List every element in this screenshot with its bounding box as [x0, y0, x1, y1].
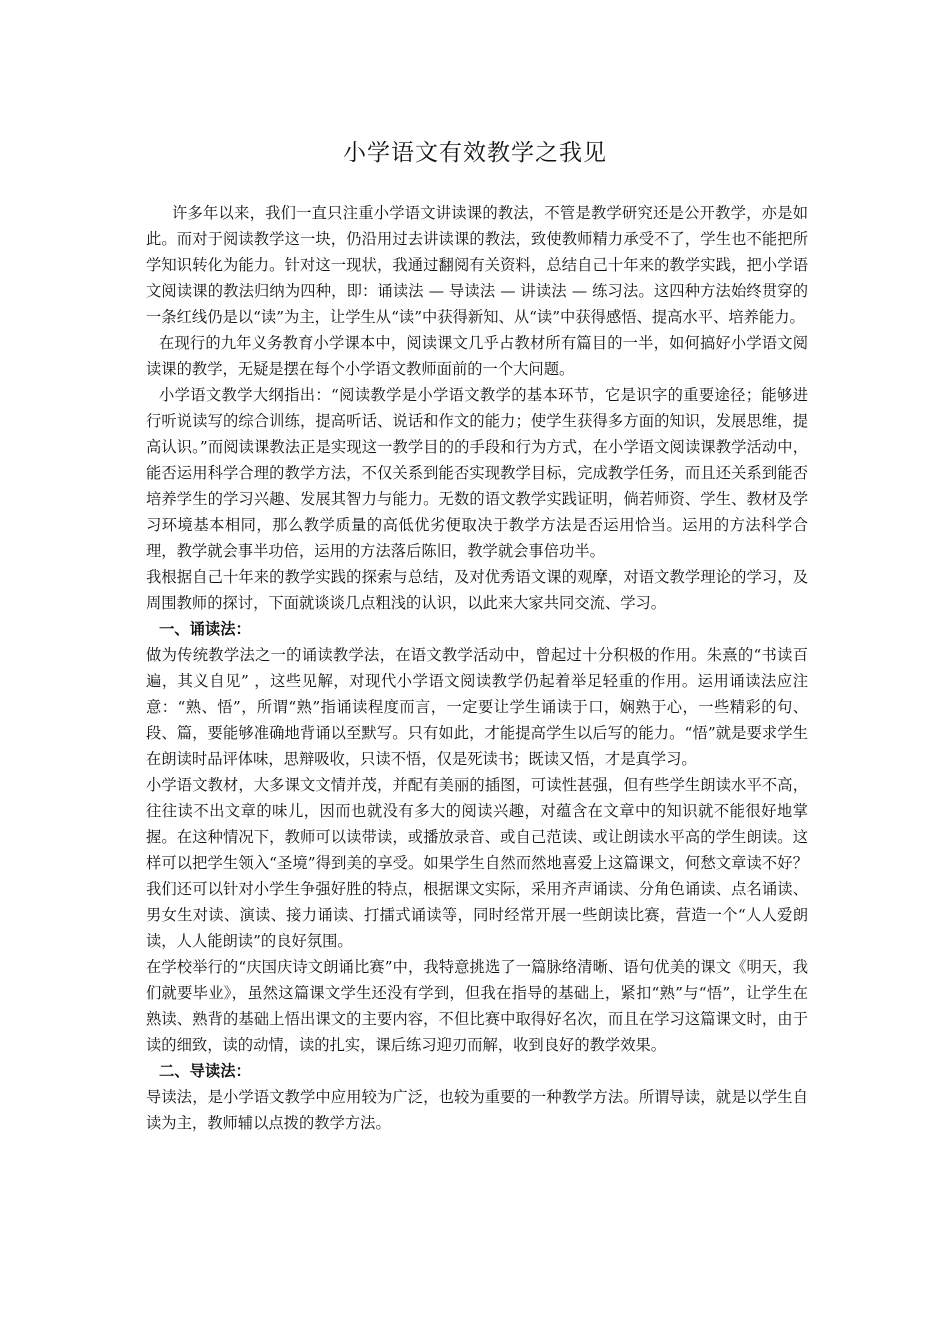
- paragraph-guided-reading: 导读法，是小学语文教学中应用较为广泛，也较为重要的一种教学方法。所谓导读，就是以学生自读为主，教师辅以点拨的教学方法。: [146, 1088, 808, 1132]
- paragraph-recitation-practice: 小学语文教材，大多课文文情并茂，并配有美丽的插图，可读性甚强，但有些学生朗读水平不高，往往读不出文章的味儿，因而也就没有多大的阅读兴趣，对蕴含在文章中的知识就不能很好地掌握。在这种情况下，教师可以读带读，或播放录音、或自己范读、或让朗读水平高的学生朗读。这样可以把学生领入“圣境”得到美的享受。如果学生自然而然地喜爱上这篇课文，何愁文章读不好？我们还可以针对小学生争强好胜的特点，根据课文实际，采用齐声诵读、分角色诵读、点名诵读、男女生对读、演读、接力诵读、打擂式诵读等，同时经常开展一些朗读比赛，营造一个“人人爱朗读，人人能朗读”的良好氛围。: [146, 776, 808, 950]
- paragraph-intro: 许多年以来，我们一直只注重小学语文讲读课的教法，不管是教学研究还是公开教学，亦是如此。而对于阅读教学这一块，仍沿用过去讲读课的教法，致使教师精力承受不了，学生也不能把所学知识转化为能力。针对这一现状，我通过翻阅有关资料，总结自己十年来的教学实践，把小学语文阅读课的教法归纳为四种，即：诵读法 — 导读法 — 讲读法 — 练习法。这四种方法始终贯穿的一条红线仍是以“读”为主，让学生从“读”中获得新知、从“读”中获得感悟、提高水平、培养能力。: [146, 204, 808, 326]
- paragraph-textbook: 在现行的九年义务教育小学课本中，阅读课文几乎占教材所有篇目的一半，如何搞好小学语文阅读课的教学，无疑是摆在每个小学语文教师面前的一个大问题。: [146, 334, 808, 378]
- paragraph-syllabus: 小学语文教学大纲指出：“阅读教学是小学语文教学的基本环节，它是识字的重要途径；能够进行听说读写的综合训练，提高听话、说话和作文的能力；使学生获得多方面的知识，发展思维，提高认识。”而阅读课教法正是实现这一教学目的的手段和行为方式，在小学语文阅读课教学活动中，能否运用科学合理的教学方法，不仅关系到能否实现教学目标，完成教学任务，而且还关系到能否培养学生的学习兴趣、发展其智力与能力。无数的语文教学实践证明，倘若师资、学生、教材及学习环境基本相同，那么教学质量的高低优劣便取决于教学方法是否运用恰当。运用的方法科学合理，教学就会事半功倍，运用的方法落后陈旧，教学就会事倍功半。: [146, 386, 808, 560]
- document-body: [146, 200, 808, 1136]
- paragraph-recitation-example: 在学校举行的“庆国庆诗文朗诵比赛”中，我特意挑选了一篇脉络清晰、语句优美的课文《明天，我们就要毕业》，虽然这篇课文学生还没有学到，但我在指导的基础上，紧扣“熟”与“悟”，让学生在熟读、熟背的基础上悟出课文的主要内容，不但比赛中取得好名次，而且在学习这篇课文时，由于读的细致，读的动情，读的扎实，课后练习迎刃而解，收到良好的教学效果。: [146, 958, 808, 1054]
- section-heading-guided-reading: 二、导读法：: [159, 1062, 251, 1080]
- paragraph-recitation-method: 做为传统教学法之一的诵读教学法，在语文教学活动中，曾起过十分积极的作用。朱熹的“书读百遍，其义自见” ，这些见解，对现代小学语文阅读教学仍起着举足轻重的作用。运用诵读法应注意：“熟、悟”，所谓“熟”指诵读程度而言，一定要让学生诵读于口，娴熟于心，一些精彩的句、段、篇，要能够准确地背诵以至默写。只有如此，才能提高学生以后写的能力。“悟”就是要求学生在朗读时品评体味，思辩吸收，只读不悟，仅是死读书；既读又悟，才是真学习。: [146, 646, 808, 768]
- document-title: 小学语文有效教学之我见: [343, 140, 607, 166]
- section-heading-recitation: 一、诵读法：: [159, 620, 251, 638]
- paragraph-summary: 我根据自己十年来的教学实践的探索与总结，及对优秀语文课的观摩，对语文教学理论的学习，及周围教师的探讨，下面就谈谈几点粗浅的认识，以此来大家共同交流、学习。: [146, 568, 808, 612]
